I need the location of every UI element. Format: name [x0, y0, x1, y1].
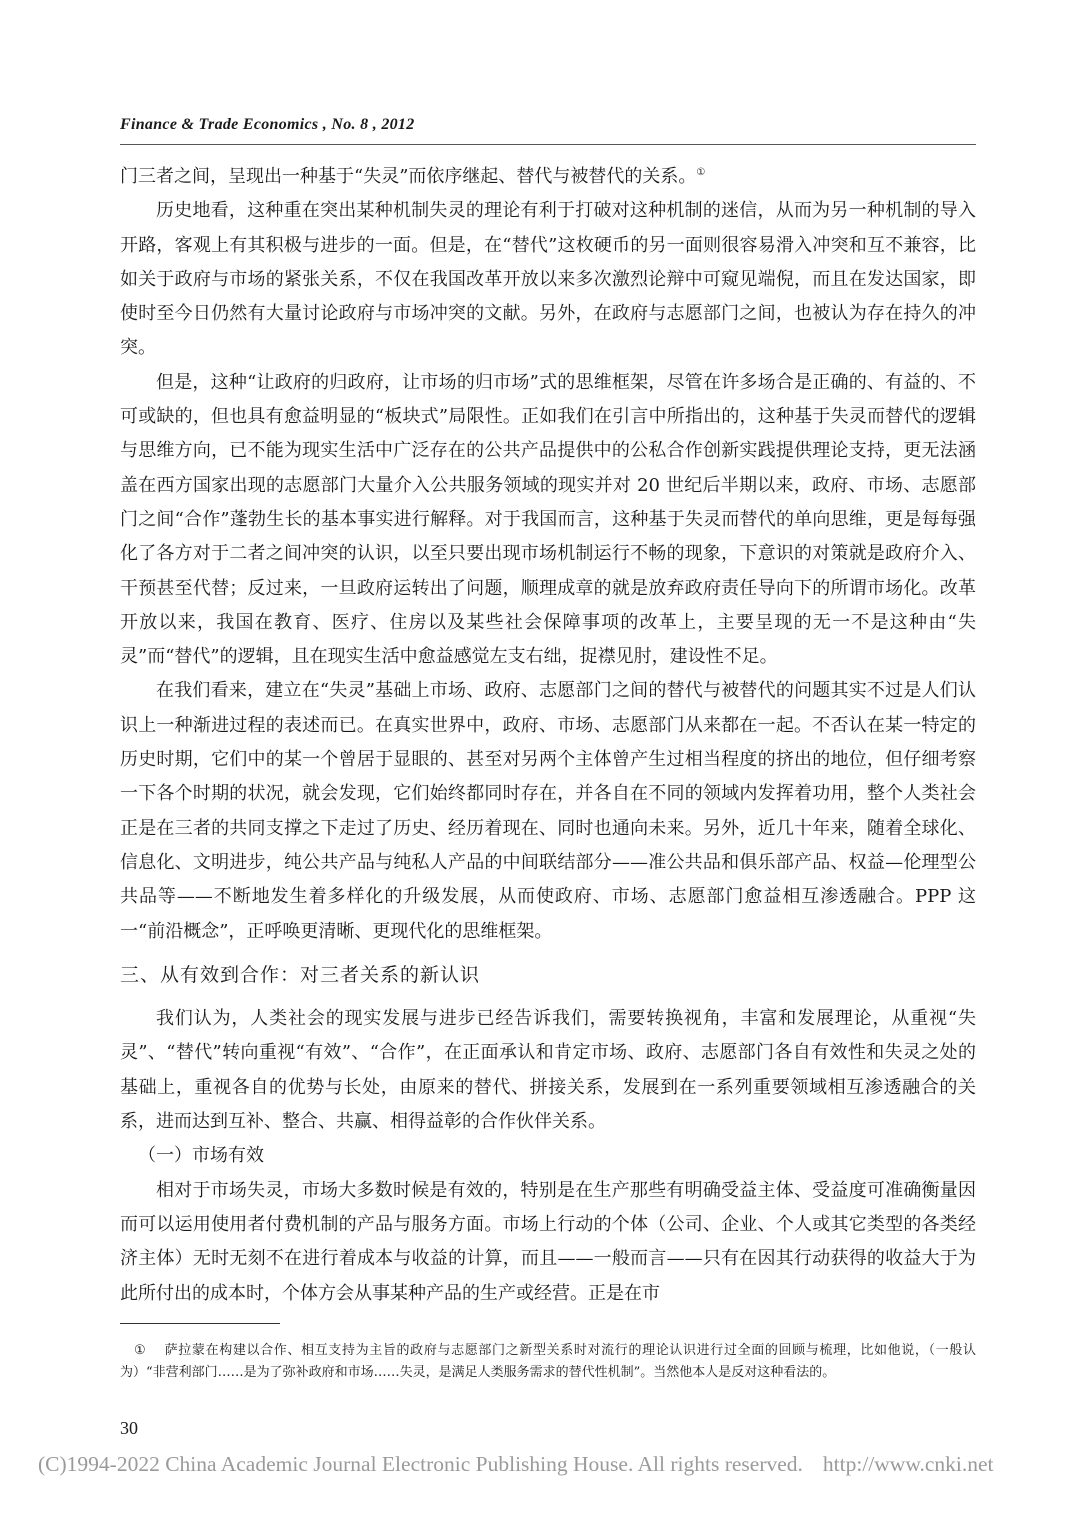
copyright-text: (C)1994-2022 China Academic Journal Electronic Publishing House. All rights reserved.	[38, 1452, 803, 1476]
paragraph-5: 我们认为，人类社会的现实发展与进步已经告诉我们，需要转换视角，丰富和发展理论，从重视“失灵”、“替代”转向重视“有效”、“合作”，在正面承认和肯定市场、政府、志愿部门各自有效性和失灵之处的基础上，重视各自的优势与长处，由原来的替代、拼接关系，发展到在一系列重要领域相互渗透融合的关系，进而达到互补、整合、共赢、相得益彰的合作伙伴关系。	[120, 1008, 976, 1133]
paragraph-1-text: 门三者之间，呈现出一种基于“失灵”而依序继起、替代与被替代的关系。	[120, 166, 697, 187]
footnote-ref: ①	[696, 167, 706, 178]
running-head: Finance & Trade Economics , No. 8 , 2012	[120, 116, 415, 133]
footnote-mark: ①	[134, 1343, 146, 1358]
section-heading: 三、从有效到合作：对三者关系的新认识	[120, 963, 481, 986]
body-text	[120, 160, 976, 1311]
paragraph-2: 历史地看，这种重在突出某种机制失灵的理论有利于打破对这种机制的迷信，从而为另一种机制的导入开路，客观上有其积极与进步的一面。但是，在“替代”这枚硬币的另一面则很容易滑入冲突和互不兼容，比如关于政府与市场的紧张关系，不仅在我国改革开放以来多次激烈论辩中可窥见端倪，而且在发达国家，即使时至今日仍然有大量讨论政府与市场冲突的文献。另外，在政府与志愿部门之间，也被认为存在持久的冲突。	[120, 200, 976, 359]
footnote-text: 萨拉蒙在构建以合作、相互支持为主旨的政府与志愿部门之新型关系时对流行的理论认识进行过全面的回顾与梳理，比如他说，（一般认为）“非营利部门……是为了弥补政府和市场……失灵，是满足人类服务需求的替代性机制”。当然他本人是反对这种看法的。	[120, 1343, 976, 1380]
header-rule	[120, 144, 976, 145]
paragraph-3: 但是，这种“让政府的归政府，让市场的归市场”式的思维框架，尽管在许多场合是正确的、有益的、不可或缺的，但也具有愈益明显的“板块式”局限性。正如我们在引言中所指出的，这种基于失灵而替代的逻辑与思维方向，已不能为现实生活中广泛存在的公共产品提供中的公私合作创新实践提供理论支持，更无法涵盖在西方国家出现的志愿部门大量介入公共服务领域的现实并对 20 世纪后半期以来，政府、市场、志愿部门之间“合作”蓬勃生长的基本事实进行解释。对于我国而言，这种基于失灵而替代的单向思维，更是每每强化了各方对于二者之间冲突的认识，以至只要出现市场机制运行不畅的现象，下意识的对策就是政府介入、干预甚至代替；反过来，一旦政府运转出了问题，顺理成章的就是放弃政府责任导向下的所谓市场化。改革开放以来，我国在教育、医疗、住房以及某些社会保障事项的改革上，主要呈现的无一不是这种由“失灵”而“替代”的逻辑，且在现实生活中愈益感觉左支右绌，捉襟见肘，建设性不足。	[120, 371, 976, 668]
footnote-rule	[120, 1323, 280, 1324]
paragraph-4: 在我们看来，建立在“失灵”基础上市场、政府、志愿部门之间的替代与被替代的问题其实不过是人们认识上一种渐进过程的表述而已。在真实世界中，政府、市场、志愿部门从来都在一起。不否认在某一特定的历史时期，它们中的某一个曾居于显眼的、甚至对另两个主体曾产生过相当程度的挤出的地位，但仔细考察一下各个时期的状况，就会发现，它们始终都同时存在，并各自在不同的领域内发挥着功用，整个人类社会正是在三者的共同支撑之下走过了历史、经历着现在、同时也通向未来。另外，近几十年来，随着全球化、信息化、文明进步，纯公共产品与纯私人产品的中间联结部分——准公共品和俱乐部产品、权益—伦理型公共品等——不断地发生着多样化的升级发展，从而使政府、市场、志愿部门愈益相互渗透融合。PPP 这一“前沿概念”，正呼唤更清晰、更现代化的思维框架。	[120, 680, 976, 942]
paragraph-1	[120, 160, 976, 194]
footnote	[120, 1340, 976, 1383]
page-number: 30	[120, 1418, 138, 1438]
subsection-heading: （一）市场有效	[138, 1145, 264, 1167]
paragraph-6: 相对于市场失灵，市场大多数时候是有效的，特别是在生产那些有明确受益主体、受益度可准确衡量因而可以运用使用者付费机制的产品与服务方面。市场上行动的个体（公司、企业、个人或其它类型的各类经济主体）无时无刻不在进行着成本与收益的计算，而且——一般而言——只有在因其行动获得的收益大于为此所付出的成本时，个体方会从事某种产品的生产或经营。正是在市	[120, 1179, 976, 1304]
copyright-line	[38, 1452, 1058, 1477]
copyright-url: http://www.cnki.net	[822, 1452, 994, 1476]
